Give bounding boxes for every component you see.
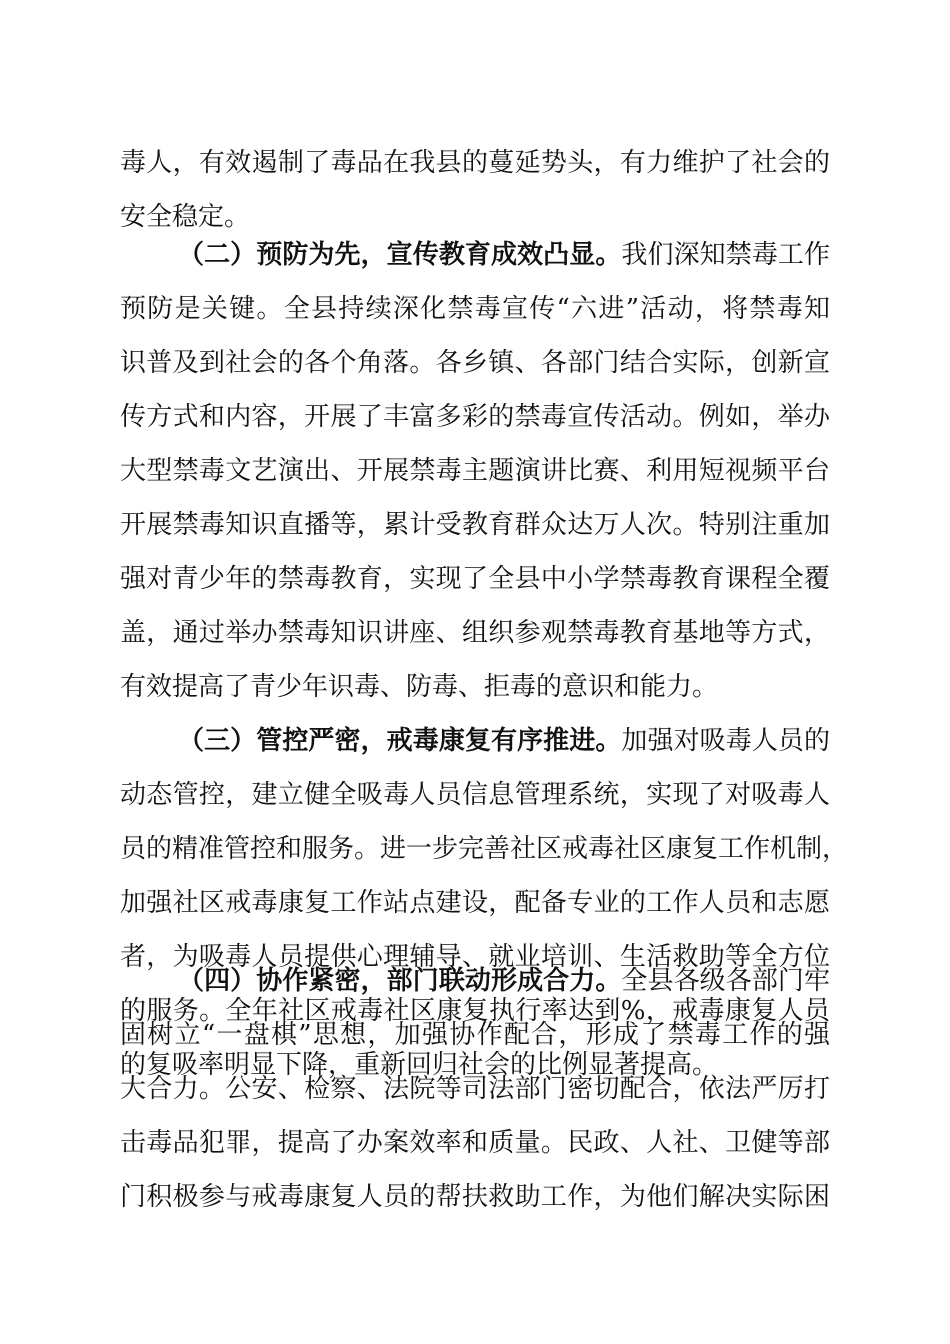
- paragraph-line: 门积极参与戒毒康复人员的帮扶救助工作，为他们解决实际困: [120, 1182, 830, 1212]
- paragraph-line: 加强社区戒毒康复工作站点建设，配备专业的工作人员和志愿: [120, 888, 830, 918]
- paragraph-line: 盖，通过举办禁毒知识讲座、组织参观禁毒教育基地等方式，: [120, 618, 830, 648]
- paragraph-line: 安全稳定。: [120, 202, 251, 232]
- paragraph-line: 强对青少年的禁毒教育，实现了全县中小学禁毒教育课程全覆: [120, 564, 830, 594]
- paragraph-line: 者，为吸毒人员提供心理辅导、就业培训、生活救助等全方位: [120, 942, 830, 972]
- paragraph-line: 大合力。公安、检察、法院等司法部门密切配合，依法严厉打: [120, 1074, 830, 1104]
- section-heading-line: [178, 228, 830, 282]
- paragraph-line: 的复吸率明显下降，重新回归社会的比例显著提高。: [120, 1050, 719, 1080]
- section-lead-text: 我们深知禁毒工作: [621, 240, 830, 270]
- paragraph-line: 动态管控，建立健全吸毒人员信息管理系统，实现了对吸毒人: [120, 780, 830, 810]
- section-heading: （四）协作紧密，部门联动形成合力。: [178, 966, 622, 996]
- paragraph-line: 预防是关键。全县持续深化禁毒宣传“六进”活动，将禁毒知: [120, 294, 830, 324]
- paragraph-line: 的服务。全年社区戒毒社区康复执行率达到%，戒毒康复人员: [120, 996, 830, 1026]
- paragraph-line: 传方式和内容，开展了丰富多彩的禁毒宣传活动。例如，举办: [120, 402, 830, 432]
- paragraph-line: 击毒品犯罪，提高了办案效率和质量。民政、人社、卫健等部: [120, 1128, 830, 1158]
- section-lead-text: 加强对吸毒人员的: [621, 726, 830, 756]
- section-heading: （三）管控严密，戒毒康复有序推进。: [178, 726, 622, 756]
- paragraph-line: 固树立“一盘棋”思想，加强协作配合，形成了禁毒工作的强: [120, 1020, 830, 1050]
- section-lead-text: 全县各级各部门牢: [621, 966, 830, 996]
- section-heading: （二）预防为先，宣传教育成效凸显。: [178, 240, 622, 270]
- section-heading-line: [178, 954, 830, 1008]
- paragraph-line: 员的精准管控和服务。进一步完善社区戒毒社区康复工作机制，: [120, 834, 849, 864]
- paragraph-line: 大型禁毒文艺演出、开展禁毒主题演讲比赛、利用短视频平台: [120, 456, 830, 486]
- paragraph-line: 有效提高了青少年识毒、防毒、拒毒的意识和能力。: [120, 672, 719, 702]
- section-heading-line: [178, 714, 830, 768]
- paragraph-line: 开展禁毒知识直播等，累计受教育群众达万人次。特别注重加: [120, 510, 830, 540]
- paragraph-line: 识普及到社会的各个角落。各乡镇、各部门结合实际，创新宣: [120, 348, 830, 378]
- paragraph-line: 毒人，有效遏制了毒品在我县的蔓延势头，有力维护了社会的: [120, 148, 830, 178]
